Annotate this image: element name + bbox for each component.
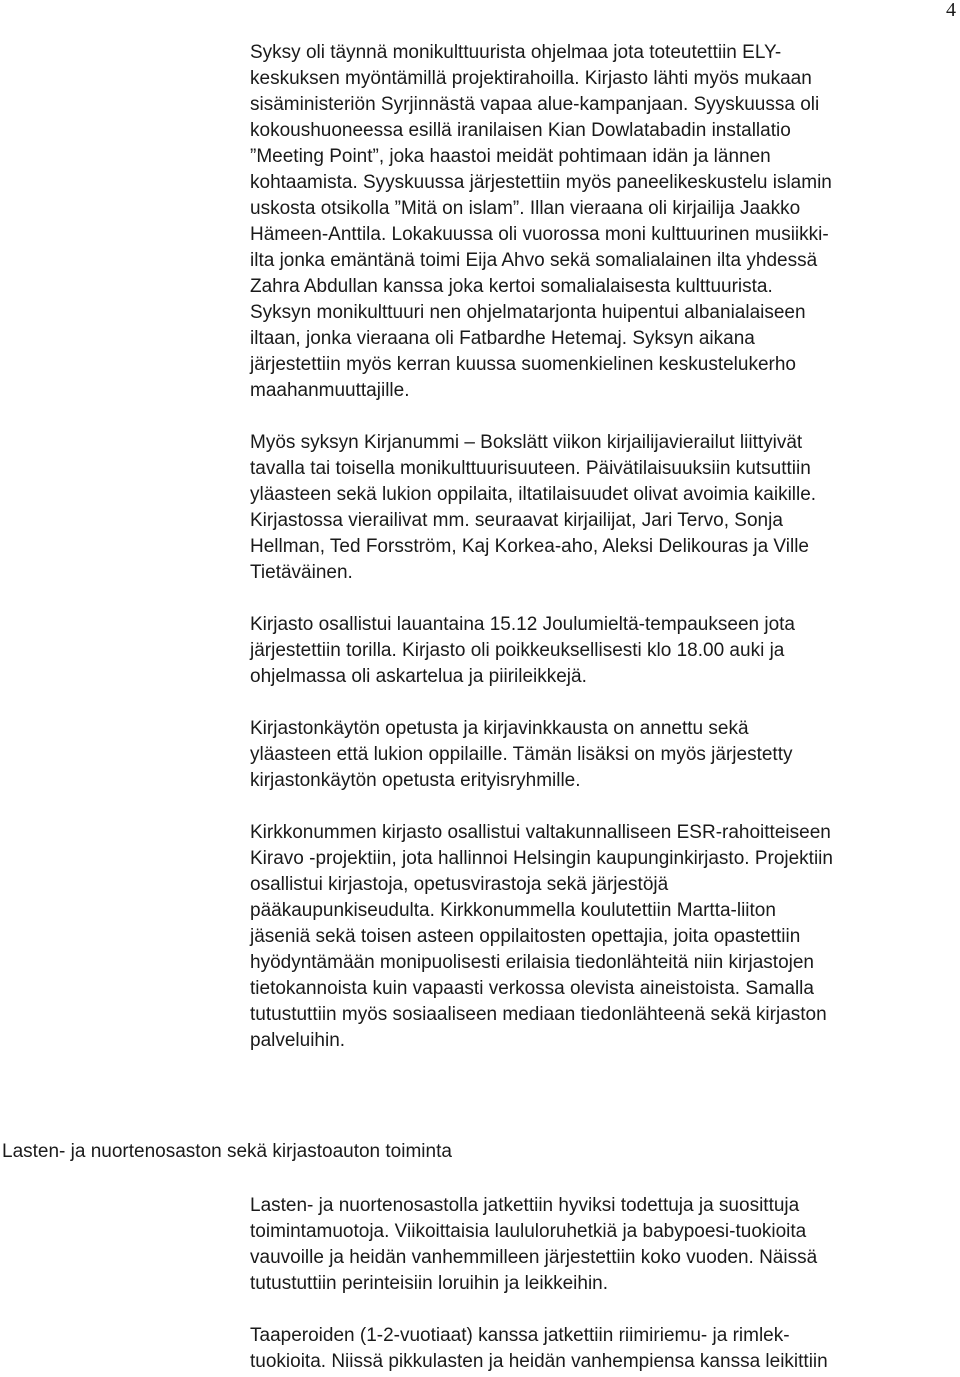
- paragraph-gap: [250, 690, 958, 716]
- paragraph: [250, 820, 958, 1054]
- text-line: Syksy oli täynnä monikulttuurista ohjelmaa jota toteutettiin ELY-: [250, 42, 782, 63]
- text-line: tavalla tai toisella monikulttuurisuuteen. Päivätilaisuuksiin kutsuttiin: [250, 458, 811, 479]
- paragraph-gap: [250, 794, 958, 820]
- text-line: tutustuttiin myös sosiaaliseen mediaan tiedonlähteenä sekä kirjaston: [250, 1004, 827, 1025]
- text-line: pääkaupunkiseudulta. Kirkkonummella koulutettiin Martta-liiton: [250, 900, 776, 921]
- text-line: iltaan, jonka vieraana oli Fatbardhe Hetemaj. Syksyn aikana: [250, 328, 755, 349]
- text-line: Kirkkonummen kirjasto osallistui valtakunnalliseen ESR-rahoitteiseen: [250, 822, 831, 843]
- page-number: 4: [946, 0, 956, 21]
- text-line: hyödyntämään monipuolisesti erilaisia tiedonlähteitä niin kirjastojen: [250, 952, 814, 973]
- text-line: Kirjastonkäytön opetusta ja kirjavinkkausta on annettu sekä: [250, 718, 749, 739]
- paragraph-gap: [250, 586, 958, 612]
- text-line: Hellman, Ted Forsström, Kaj Korkea-aho, Aleksi Delikouras ja Ville: [250, 536, 809, 557]
- paragraph: [250, 716, 958, 794]
- text-line: keskuksen myöntämillä projektirahoilla. Kirjasto lähti myös mukaan: [250, 68, 812, 89]
- section-text: [250, 1193, 958, 1375]
- paragraph: [250, 1323, 958, 1375]
- text-line: sisäministeriön Syrjinnästä vapaa alue-kampanjaan. Syyskuussa oli: [250, 94, 820, 115]
- text-line: kokoushuoneessa esillä iranilaisen Kian Dowlatabadin installatio: [250, 120, 791, 141]
- text-line: Kiravo -projektiin, jota hallinnoi Helsingin kaupunginkirjasto. Projektiin: [250, 848, 833, 869]
- text-line: jäseniä sekä toisen asteen oppilaitosten opettajia, joita opastettiin: [250, 926, 801, 947]
- text-line: uskosta otsikolla ”Mitä on islam”. Illan vieraana oli kirjailija Jaakko: [250, 198, 801, 219]
- text-line: yläasteen että lukion oppilaille. Tämän lisäksi on myös järjestetty: [250, 744, 793, 765]
- text-line: palveluihin.: [250, 1030, 346, 1051]
- paragraph: [250, 612, 958, 690]
- text-line: Hämeen-Anttila. Lokakuussa oli vuorossa moni kulttuurinen musiikki-: [250, 224, 829, 245]
- paragraph-gap: [250, 1297, 958, 1323]
- text-line: Kirjasto osallistui lauantaina 15.12 Joulumieltä-tempaukseen jota: [250, 614, 795, 635]
- section-heading: Lasten- ja nuortenosaston sekä kirjastoauton toiminta: [2, 1141, 452, 1162]
- text-line: yläasteen sekä lukion oppilaita, iltatilaisuudet olivat avoimia kaikille.: [250, 484, 817, 505]
- text-line: ilta jonka emäntänä toimi Eija Ahvo sekä somalialainen ilta yhdessä: [250, 250, 818, 271]
- text-line: järjestettiin myös kerran kuussa suomenkielinen keskustelukerho: [250, 354, 796, 375]
- paragraph: [250, 1193, 958, 1297]
- text-line: ”Meeting Point”, joka haastoi meidät pohtimaan idän ja lännen: [250, 146, 771, 167]
- text-line: Myös syksyn Kirjanummi – Bokslätt viikon kirjailijavierailut liittyivät: [250, 432, 803, 453]
- text-line: Zahra Abdullan kanssa joka kertoi somalialaisesta kulttuurista.: [250, 276, 773, 297]
- text-line: Tietäväinen.: [250, 562, 353, 583]
- text-line: kirjastonkäytön opetusta erityisryhmille.: [250, 770, 581, 791]
- text-line: kohtaamista. Syyskuussa järjestettiin myös paneelikeskustelu islamin: [250, 172, 832, 193]
- text-line: osallistui kirjastoja, opetusvirastoja sekä järjestöjä: [250, 874, 669, 895]
- main-text: [250, 40, 958, 1054]
- text-line: Lasten- ja nuortenosastolla jatkettiin hyviksi todettuja ja suosittuja: [250, 1195, 800, 1216]
- text-line: ohjelmassa oli askartelua ja piirileikkejä.: [250, 666, 587, 687]
- paragraph: [250, 40, 958, 404]
- text-line: Kirjastossa vierailivat mm. seuraavat kirjailijat, Jari Tervo, Sonja: [250, 510, 783, 531]
- text-line: tuokioita. Niissä pikkulasten ja heidän vanhempiensa kanssa leikittiin: [250, 1351, 828, 1372]
- text-line: tietokannoista kuin vapaasti verkossa olevista aineistoista. Samalla: [250, 978, 814, 999]
- text-line: järjestettiin torilla. Kirjasto oli poikkeuksellisesti klo 18.00 auki ja: [250, 640, 785, 661]
- text-line: vauvoille ja heidän vanhemmilleen järjestettiin koko vuoden. Näissä: [250, 1247, 818, 1268]
- text-line: Taaperoiden (1-2-vuotiaat) kanssa jatkettiin riimiriemu- ja rimlek-: [250, 1325, 790, 1346]
- paragraph-gap: [250, 404, 958, 430]
- text-line: toimintamuotoja. Viikoittaisia laululoruhetkiä ja babypoesi-tuokioita: [250, 1221, 807, 1242]
- text-line: maahanmuuttajille.: [250, 380, 410, 401]
- paragraph: [250, 430, 958, 586]
- text-line: Syksyn monikulttuuri nen ohjelmatarjonta huipentui albanialaiseen: [250, 302, 806, 323]
- text-line: tutustuttiin perinteisiin loruihin ja leikkeihin.: [250, 1273, 609, 1294]
